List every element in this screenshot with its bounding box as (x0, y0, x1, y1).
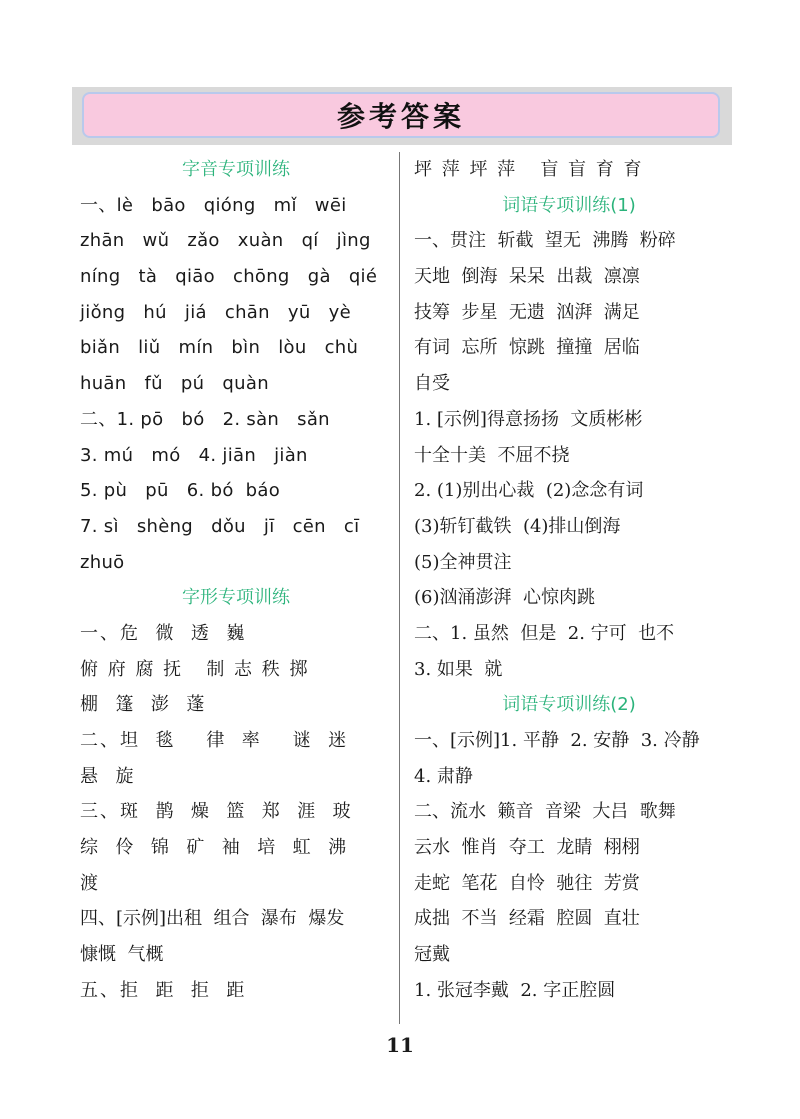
answer-line: 二、流水 籁音 音梁 大吕 歌舞 (414, 801, 676, 823)
section-heading: 词语专项训练(2) (502, 694, 636, 716)
answer-line: 有词 忘所 惊跳 撞撞 居临 (414, 337, 640, 359)
answer-line: 慷慨 气概 (80, 944, 164, 966)
right-column (414, 152, 724, 1009)
answer-line: jiǒng hú jiá chān yū yè (80, 301, 351, 323)
answer-line: 综 伶 锦 矿 袖 培 虹 沸 (80, 837, 349, 859)
answer-line: 二、1. pō bó 2. sàn sǎn (80, 408, 330, 430)
answer-line: 二、1. 虽然 但是 2. 宁可 也不 (414, 622, 675, 644)
answer-line: 自受 (414, 373, 450, 395)
answer-line: 坪 萍 坪 萍 盲 盲 育 育 (414, 159, 644, 180)
answer-line: 渡 (80, 872, 100, 894)
answer-line: 棚 篷 澎 蓬 (80, 694, 207, 716)
answer-line: (3)斩钉截铁 (4)排山倒海 (414, 515, 621, 537)
answer-line: zhān wǔ zǎo xuàn qí jìng (80, 230, 371, 252)
answer-line: 一、lè bāo qióng mǐ wēi (80, 194, 347, 216)
answer-line: 成拙 不当 经霜 腔圆 直壮 (414, 908, 640, 930)
answer-line: 4. 肃静 (414, 765, 473, 787)
answer-line: 冠戴 (414, 944, 450, 966)
section-heading: 字音专项训练 (182, 159, 290, 180)
column-divider (399, 152, 400, 1024)
answer-line: 三、斑 鹊 燥 篮 郑 涯 玻 (80, 801, 353, 823)
answer-line: 1. [示例]得意扬扬 文质彬彬 (414, 408, 643, 430)
section-heading: 字形专项训练 (182, 587, 290, 609)
answer-line: 1. 张冠李戴 2. 字正腔圆 (414, 979, 616, 1001)
answer-line: 云水 惟肖 夺工 龙睛 栩栩 (414, 837, 640, 859)
answer-line: 天地 倒海 呆呆 出裁 凛凛 (414, 266, 640, 288)
left-column (80, 152, 392, 1009)
answer-line: 五、拒 距 拒 距 (80, 979, 247, 1001)
answer-line: biǎn liǔ mín bìn lòu chù (80, 337, 359, 359)
answer-line: 3. 如果 就 (414, 658, 503, 680)
answer-line: 悬 旋 (80, 765, 136, 787)
answer-line: 技筹 步星 无遗 汹湃 满足 (414, 301, 640, 323)
answer-line: (6)汹涌澎湃 心惊肉跳 (414, 587, 595, 609)
answer-line: 俯 府 腐 抚 制 志 秩 掷 (80, 658, 310, 680)
answer-line: huān fǔ pú quàn (80, 373, 269, 395)
answer-line: 二、坦 毯 律 率 谜 迷 (80, 730, 349, 751)
answer-line: 5. pù pū 6. bó báo (80, 480, 281, 502)
page-number: 11 (386, 1033, 414, 1057)
answer-line: 一、危 微 透 巍 (80, 622, 247, 644)
answer-line: 一、贯注 斩截 望无 沸腾 粉碎 (414, 230, 676, 252)
answer-line: 7. sì shèng dǒu jī cēn cī (80, 515, 360, 537)
answer-line: 十全十美 不屈不挠 (414, 444, 570, 466)
answer-line: (5)全神贯注 (414, 551, 512, 573)
answer-line: zhuō (80, 551, 125, 573)
answer-line: 四、[示例]出租 组合 瀑布 爆发 (80, 908, 345, 930)
answer-line: 一、[示例]1. 平静 2. 安静 3. 冷静 (414, 730, 700, 751)
answer-line: 3. mú mó 4. jiān jiàn (80, 444, 308, 466)
page-title: 参考答案 (82, 92, 720, 138)
answer-line: 2. (1)别出心裁 (2)念念有词 (414, 480, 644, 502)
answer-line: 走蛇 笔花 自怜 驰往 芳赏 (414, 872, 640, 894)
answer-line: níng tà qiāo chōng gà qié (80, 266, 378, 288)
section-heading: 词语专项训练(1) (502, 194, 636, 216)
